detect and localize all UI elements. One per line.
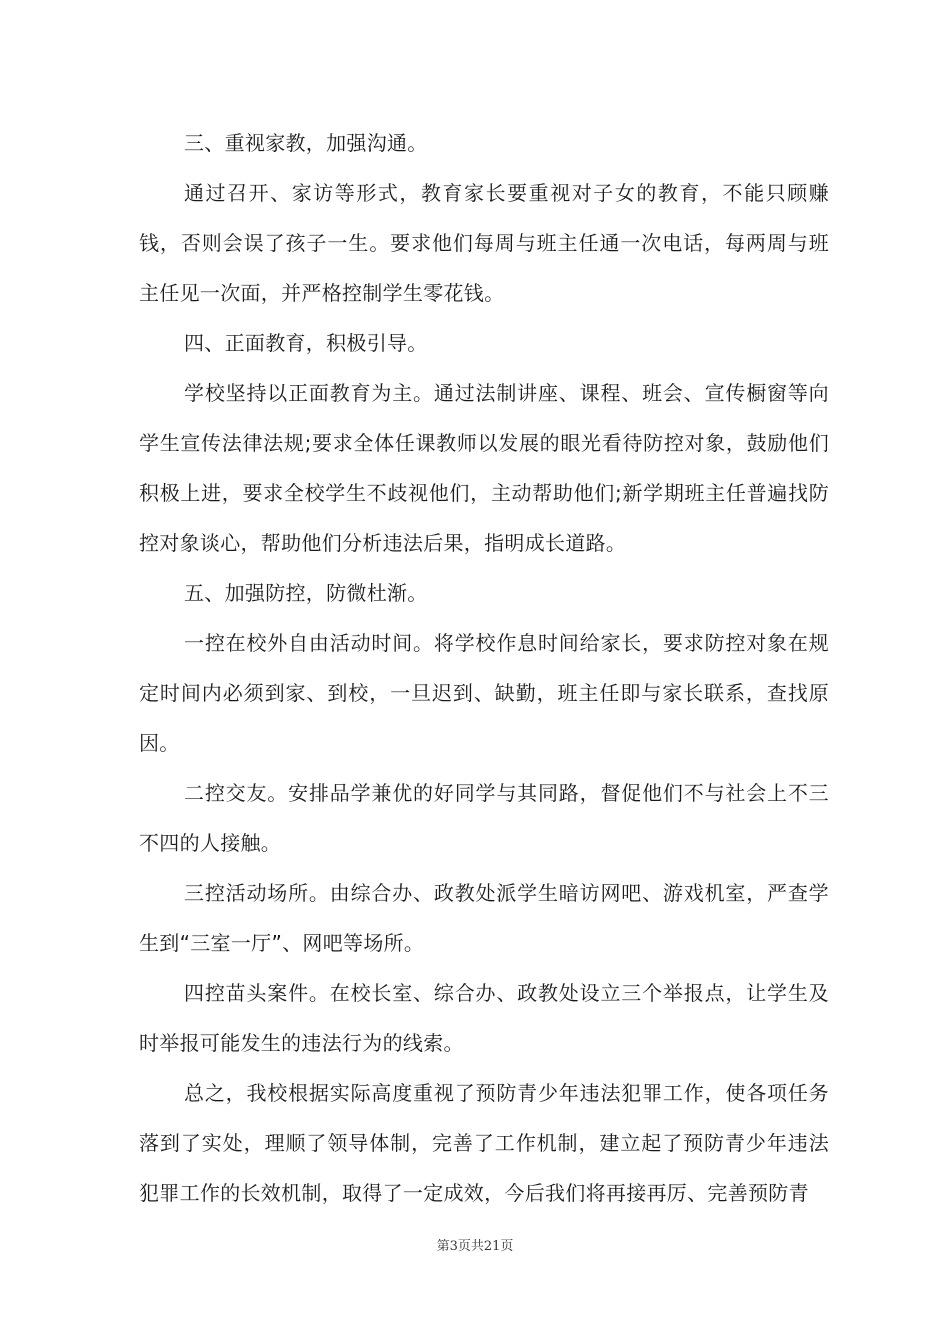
paragraph: 学校坚持以正面教育为主。通过法制讲座、课程、班会、宣传橱窗等向学生宣传法律法规;要求全体任课教师以发展的眼光看待防控对象，鼓励他们积极上进，要求全校学生不歧视他们，主动帮助他们;新学期班主任普遍找防控对象谈心，帮助他们分析违法后果，指明成长道路。 <box>139 381 829 555</box>
paragraph: 三控活动场所。由综合办、政教处派学生暗访网吧、游戏机室，严查学生到“三室一厅”、网吧等场所。 <box>139 881 829 955</box>
section-heading: 三、重视家教，加强沟通。 <box>184 131 428 155</box>
paragraph: 二控交友。安排品学兼优的好同学与其同路，督促他们不与社会上不三不四的人接触。 <box>139 781 829 855</box>
paragraph: 总之，我校根据实际高度重视了预防青少年违法犯罪工作，使各项任务落到了实处，理顺了领导体制，完善了工作机制，建立起了预防青少年违法犯罪工作的长效机制，取得了一定成效，今后我们将再接再厉、完善预防青 <box>139 1081 829 1205</box>
paragraph: 通过召开、家访等形式，教育家长要重视对子女的教育，不能只顾赚钱，否则会误了孩子一生。要求他们每周与班主任通一次电话，每两周与班主任见一次面，并严格控制学生零花钱。 <box>139 181 829 305</box>
section-heading: 五、加强防控，防微杜渐。 <box>184 581 428 605</box>
paragraph: 四控苗头案件。在校长室、综合办、政教处设立三个举报点，让学生及时举报可能发生的违法行为的线索。 <box>139 981 829 1055</box>
paragraph: 一控在校外自由活动时间。将学校作息时间给家长，要求防控对象在规定时间内必须到家、到校，一旦迟到、缺勤，班主任即与家长联系，查找原因。 <box>139 631 829 755</box>
section-heading: 四、正面教育，积极引导。 <box>184 331 428 355</box>
document-body <box>139 118 829 1218</box>
page-number-footer: 第3页共21页 <box>436 1239 514 1254</box>
